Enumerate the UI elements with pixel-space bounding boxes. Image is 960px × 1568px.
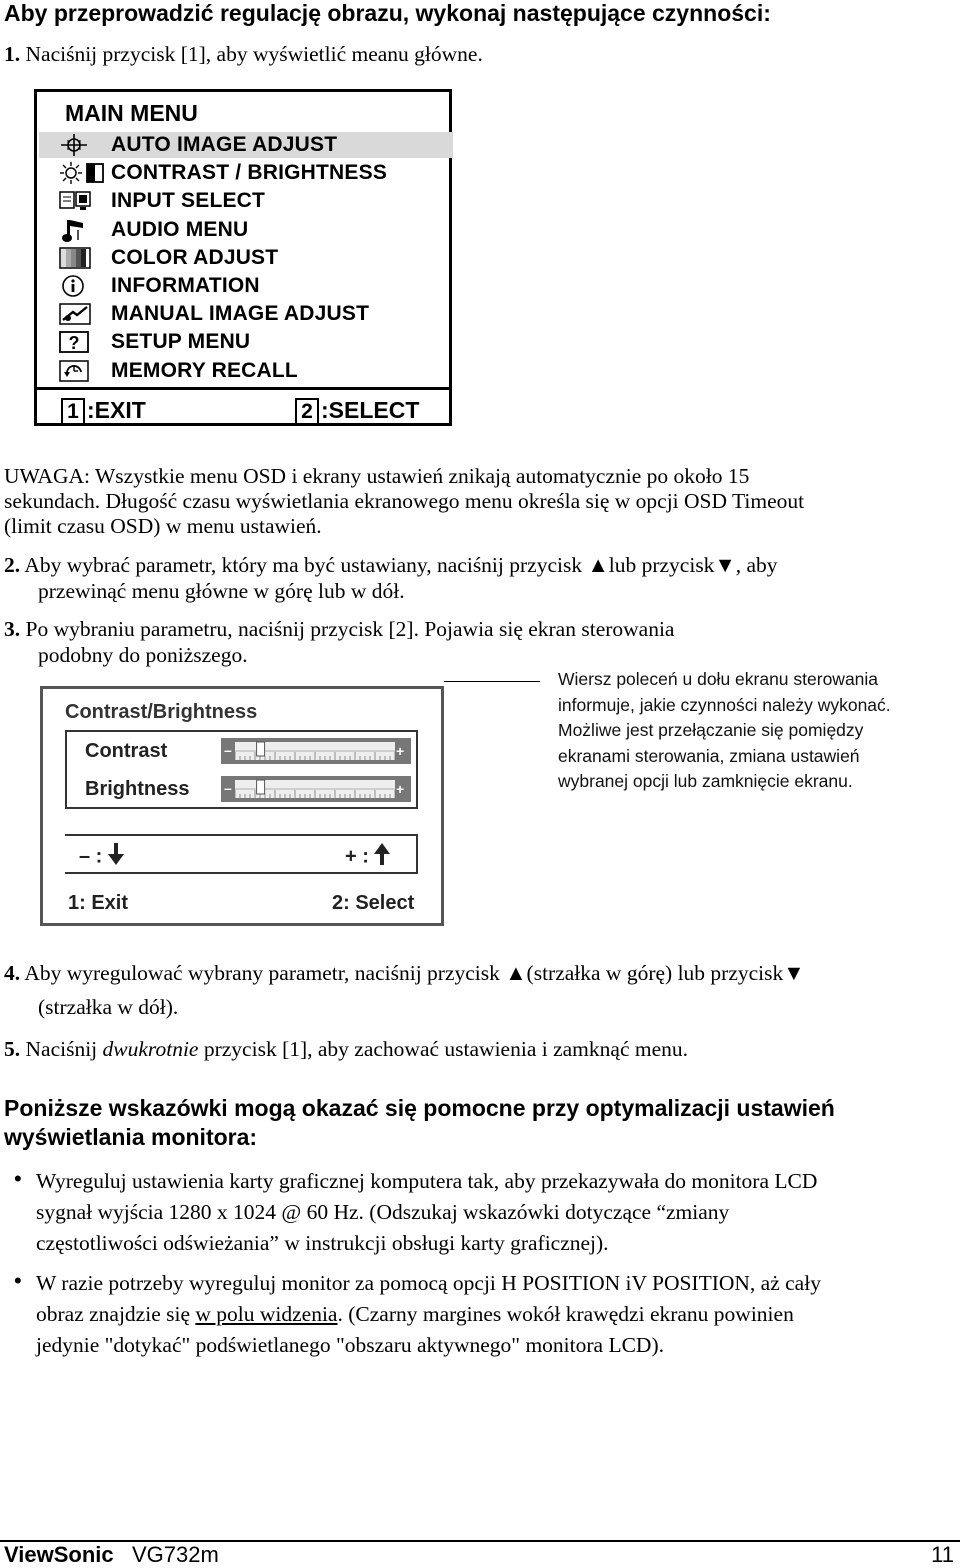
slider-label: Brightness [85,778,190,800]
note-line-1 [4,464,749,489]
field-of-view-link[interactable]: w polu widzenia [195,1302,338,1326]
svg-text:+: + [396,781,405,797]
control-screen [40,686,444,926]
footer-model: VG732m [131,1542,219,1567]
control-select-hint: 2: Select [332,892,415,914]
tips-heading [4,1094,835,1152]
callout-leader [444,681,540,682]
note-label: UWAGA [4,464,85,488]
step-3 [4,617,674,642]
svg-text:?: ? [68,333,80,354]
tips-heading-line-2: wyświetlania monitora: [4,1124,258,1150]
bullet-1-line-1: Wyreguluj ustawienia karty graficznej komputera tak, aby przekazywała do monitora LCD [36,1169,818,1193]
step-text: Aby wyregulować wybrany parametr, naciśnij przycisk [24,961,506,985]
bullet-2-line-1: W razie potrzeby wyreguluj monitor za pomocą opcji H POSITION iV POSITION, aż cały [36,1271,821,1295]
step-number: 4. [4,961,21,985]
slider-label: Contrast [85,740,168,762]
minus-hint [79,843,124,871]
bullet-1-line-3: częstotliwości odświeżania” w instrukcji obsługi karty graficznej). [36,1231,609,1255]
step-4 [4,961,805,986]
down-arrow-icon [108,843,124,871]
select-label: :SELECT [321,397,420,423]
music-note-icon [59,218,115,242]
down-triangle-icon: ▼ [783,961,805,985]
callout-line: Możliwe jest przełączanie się pomiędzy [558,720,864,740]
bullet-2 [36,1268,821,1361]
menu-item-label: CONTRAST / BRIGHTNESS [111,161,388,185]
tips-heading-line-1: Poniższe wskazówki mogą okazać się pomocne przy optymalizacji ustawień [4,1095,835,1121]
note-text-1: : Wszystkie menu OSD i ekrany ustawień znikają automatycznie po około 15 [84,464,750,488]
menu-item[interactable] [39,217,453,243]
callout-line: ekranami sterowania, zmiana ustawień [558,745,860,766]
memory-recall-icon [59,359,115,383]
up-arrow-icon [374,843,390,871]
section-heading: Aby przeprowadzić regulację obrazu, wykonaj następujące czynności: [4,0,771,26]
step-1 [4,42,483,67]
step-5 [4,1037,688,1062]
menu-item-label: AUDIO MENU [111,217,249,241]
slider-panel [65,730,418,809]
slider-bar[interactable] [221,738,411,764]
minus-label: – : [79,845,103,868]
menu-item[interactable] [39,160,453,186]
bullet-icon: • [14,1268,22,1293]
step-text-c: , aby [735,553,778,577]
bullet-2-text-b: . (Czarny margines wokół krawędzi ekranu powinien [337,1302,794,1326]
menu-item-label: SETUP MENU [111,330,251,354]
bullet-1-line-2: sygnał wyjścia 1280 x 1024 @ 60 Hz. (Odszukaj wskazówki dotyczące “zmiany [36,1200,730,1224]
page-number: 11 [931,1542,954,1567]
down-triangle-icon: ▼ [714,553,736,577]
control-exit-hint: 1: Exit [68,892,129,914]
manual-adjust-icon [59,302,115,326]
adjust-hint-panel [65,834,418,874]
svg-text:–: – [224,780,232,796]
callout-line: informuje, jakie czynności należy wykonać. [558,694,891,715]
callout-text [558,667,891,795]
step-text: Naciśnij przycisk [1], aby wyświetlić meanu główne. [25,42,483,66]
step-text-b: (strzałka w górę) lub przycisk [526,961,784,985]
step-number: 3. [4,617,21,641]
color-bars-icon [59,246,115,270]
menu-divider [37,387,449,390]
footer-brand: ViewSonic [4,1542,114,1567]
input-icon [59,189,115,213]
step-number: 2. [4,553,21,577]
menu-item[interactable] [39,273,453,299]
exit-key: 1 [61,398,85,426]
step-text: Aby wybrać parametr, który ma być ustawiany, naciśnij przycisk [24,553,588,577]
crosshair-icon [59,133,115,157]
menu-item[interactable] [39,245,453,271]
control-screen-title: Contrast/Brightness [65,701,258,723]
step-text-emphasis: dwukrotnie [102,1037,199,1061]
step-text-b: lub przycisk [608,553,715,577]
step-4-cont: (strzałka w dół). [38,995,179,1019]
menu-item[interactable] [39,132,453,158]
menu-item-label: MEMORY RECALL [111,358,298,382]
footer-brand-line [4,1542,219,1568]
menu-item-label: INFORMATION [111,274,260,297]
menu-item[interactable] [39,329,453,355]
menu-item[interactable] [39,188,453,214]
callout-line: wybranej opcji lub zamknięcie ekranu. [558,771,853,791]
up-triangle-icon: ▲ [587,553,609,577]
svg-text:–: – [224,742,232,758]
menu-item[interactable] [39,358,453,384]
step-text-a: Naciśnij [25,1037,103,1061]
note-line-2: sekundach. Długość czasu wyświetlania ekranowego menu określa się w opcji OSD Timeout [4,489,805,513]
up-triangle-icon: ▲ [505,961,527,985]
callout-line: Wiersz poleceń u dołu ekranu sterowania [558,669,879,689]
menu-item-label: AUTO IMAGE ADJUST [111,133,338,156]
exit-label: :EXIT [87,397,146,423]
step-2-cont: przewinąć menu główne w górę lub w dół. [38,579,405,603]
menu-item-label: COLOR ADJUST [111,245,279,269]
osd-main-menu [34,89,452,426]
menu-item-label: MANUAL IMAGE ADJUST [111,302,370,326]
step-3-cont: podobny do poniższego. [38,643,248,667]
bullet-2-text: obraz znajdzie się [36,1302,196,1326]
plus-label: + : [345,845,369,868]
bullet-icon: • [14,1166,22,1191]
plus-hint [345,843,390,871]
question-icon [59,330,115,354]
info-icon [59,274,115,298]
step-text: Po wybraniu parametru, naciśnij przycisk [2]. Pojawia się ekran sterowania [25,617,675,641]
slider-bar[interactable] [221,776,411,802]
svg-text:+: + [396,743,405,759]
select-key: 2 [295,398,319,426]
step-number: 5. [4,1037,21,1061]
sun-contrast-icon [59,161,115,185]
bullet-2-line-3: jedynie "dotykać" podświetlanego "obszaru aktywnego" monitora LCD). [36,1333,664,1357]
step-number: 1. [4,42,21,66]
step-2 [4,553,778,578]
step-text-c: przycisk [1], aby zachować ustawienia i zamknąć menu. [198,1037,688,1061]
note-line-3: (limit czasu OSD) w menu ustawień. [4,514,322,538]
menu-item[interactable] [39,301,453,327]
main-menu-title: MAIN MENU [65,100,198,126]
bullet-1 [36,1166,817,1259]
select-hint [295,397,419,426]
menu-item-label: INPUT SELECT [111,189,266,213]
bullet-2-line-2 [36,1299,821,1330]
exit-hint [61,397,146,426]
